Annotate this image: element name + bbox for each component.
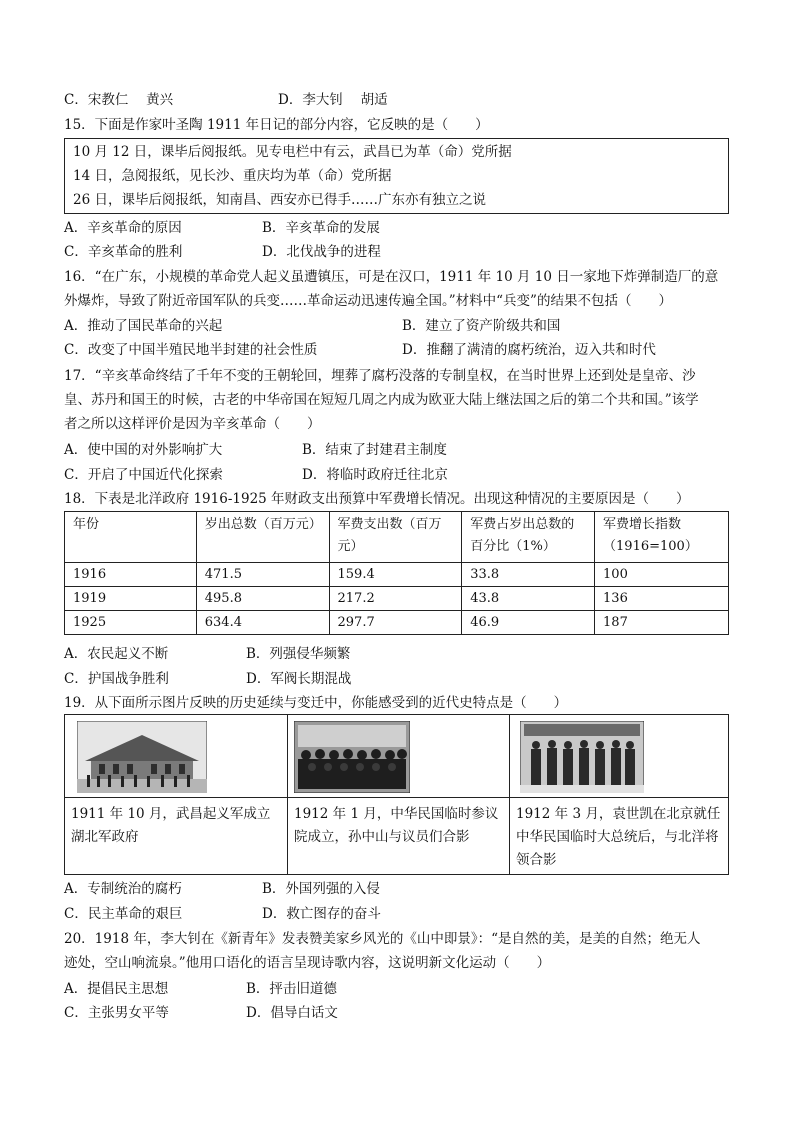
q15-diary-line-1: 10 月 12 日，课毕后阅报纸。见专电栏中有云，武昌已为革（命）党所据 bbox=[73, 144, 512, 160]
q19-photo-table bbox=[64, 714, 729, 875]
table-row bbox=[65, 587, 729, 611]
table-cell: 159.4 bbox=[329, 563, 462, 587]
q18-option-a[interactable]: A．农民起义不断 bbox=[64, 646, 169, 662]
table-cell: 43.8 bbox=[462, 587, 595, 611]
q16-option-b[interactable]: B．建立了资产阶级共和国 bbox=[402, 318, 561, 334]
q16-option-c[interactable]: C．改变了中国半殖民地半封建的社会性质 bbox=[64, 342, 318, 358]
table-cell: 634.4 bbox=[196, 611, 329, 635]
q16-option-d[interactable]: D．推翻了满清的腐朽统治，迈入共和时代 bbox=[402, 342, 656, 358]
q15-diary-line-3: 26 日，课毕后阅报纸，知南昌、西安亦已得手……广东亦有独立之说 bbox=[73, 192, 486, 208]
table-cell: 46.9 bbox=[462, 611, 595, 635]
q20-stem-line-2: 迹处，空山响流泉。”他用口语化的语言呈现诗歌内容，这说明新文化运动（ ） bbox=[64, 955, 551, 971]
q19-option-c[interactable]: C．民主革命的艰巨 bbox=[64, 906, 183, 922]
q15-stem: 15．下面是作家叶圣陶 1911 年日记的部分内容，它反映的是（ ） bbox=[64, 117, 489, 133]
table-cell: 1925 bbox=[65, 611, 197, 635]
photo-cell-3 bbox=[510, 715, 728, 874]
photo-cell-2 bbox=[288, 715, 510, 874]
q19-option-b[interactable]: B．外国列强的入侵 bbox=[262, 881, 380, 897]
q17-stem-line-3: 者之所以这样评价是因为辛亥革命（ ） bbox=[64, 416, 321, 432]
q18-option-b[interactable]: B．列强侵华频繁 bbox=[246, 646, 351, 662]
q17-stem-line-2: 皇、苏丹和国王的时候，古老的中华帝国在短短几周之内成为欧亚大陆上继法国之后的第二个共和国。”该学 bbox=[64, 392, 699, 408]
q18-stem: 18．下表是北洋政府 1916-1925 年财政支出预算中军费增长情况。出现这种情况的主要原因是（ ） bbox=[64, 491, 690, 507]
photo-caption-3: 1912 年 3 月，袁世凯在北京就任中华民国临时大总统后，与北洋将领合影 bbox=[516, 806, 721, 868]
q17-option-b[interactable]: B．结束了封建君主制度 bbox=[302, 442, 447, 458]
q19-option-a[interactable]: A．专制统治的腐朽 bbox=[64, 881, 182, 897]
q15-diary-box bbox=[64, 138, 729, 214]
photo-caption-1: 1911 年 10 月，武昌起义军成立湖北军政府 bbox=[71, 806, 271, 845]
table-cell: 187 bbox=[595, 611, 729, 635]
table-header-cell: 军费增长指数（1916=100） bbox=[595, 512, 729, 563]
q19-stem: 19．从下面所示图片反映的历史延续与变迁中，你能感受到的近代史特点是（ ） bbox=[64, 695, 568, 711]
q15-option-c[interactable]: C．辛亥革命的胜利 bbox=[64, 244, 183, 260]
yuan-shikai-beiyang-generals-photo bbox=[520, 721, 644, 793]
q14-option-c[interactable]: C．宋教仁 黄兴 bbox=[64, 92, 174, 108]
photo-cell-1 bbox=[65, 715, 288, 874]
q17-option-a[interactable]: A．使中国的对外影响扩大 bbox=[64, 442, 223, 458]
table-cell: 33.8 bbox=[462, 563, 595, 587]
table-header-cell: 岁出总数（百万元） bbox=[196, 512, 329, 563]
q19-option-d[interactable]: D．救亡图存的奋斗 bbox=[262, 906, 381, 922]
table-header-cell: 军费支出数（百万元） bbox=[329, 512, 462, 563]
table-cell: 136 bbox=[595, 587, 729, 611]
q15-option-a[interactable]: A．辛亥革命的原因 bbox=[64, 220, 182, 236]
q16-stem-line-1: 16．“在广东，小规模的革命党人起义虽遭镇压，可是在汉口，1911 年 10 月 10 日一家地下炸弹制造厂的意 bbox=[64, 269, 719, 285]
military-expense-table bbox=[64, 511, 729, 635]
q17-stem-line-1: 17．“辛亥革命终结了千年不变的王朝轮回，埋葬了腐朽没落的专制皇权，在当时世界上还到处是皇帝、沙 bbox=[64, 368, 696, 384]
table-cell: 471.5 bbox=[196, 563, 329, 587]
table-cell: 495.8 bbox=[196, 587, 329, 611]
q20-option-c[interactable]: C．主张男女平等 bbox=[64, 1005, 169, 1021]
provisional-senate-photo bbox=[294, 721, 410, 793]
hubei-military-government-photo bbox=[77, 721, 207, 793]
q17-option-d[interactable]: D．将临时政府迁往北京 bbox=[302, 467, 448, 483]
table-cell: 1916 bbox=[65, 563, 197, 587]
table-header-cell: 年份 bbox=[65, 512, 197, 563]
q16-stem-line-2: 外爆炸，导致了附近帝国军队的兵变……革命运动迅速传遍全国。”材料中“兵变”的结果不包括（ ） bbox=[64, 293, 672, 309]
table-cell: 100 bbox=[595, 563, 729, 587]
q14-option-d[interactable]: D．李大钊 胡适 bbox=[278, 92, 388, 108]
table-header-row bbox=[65, 512, 729, 563]
photo-caption-2: 1912 年 1 月，中华民国临时参议院成立，孙中山与议员们合影 bbox=[294, 806, 499, 845]
q20-option-d[interactable]: D．倡导白话文 bbox=[246, 1005, 338, 1021]
q16-option-a[interactable]: A．推动了国民革命的兴起 bbox=[64, 318, 223, 334]
q18-option-c[interactable]: C．护国战争胜利 bbox=[64, 671, 169, 687]
q15-option-b[interactable]: B．辛亥革命的发展 bbox=[262, 220, 380, 236]
table-cell: 217.2 bbox=[329, 587, 462, 611]
table-row bbox=[65, 563, 729, 587]
q17-option-c[interactable]: C．开启了中国近代化探索 bbox=[64, 467, 223, 483]
q18-option-d[interactable]: D．军阀长期混战 bbox=[246, 671, 352, 687]
table-header-cell: 军费占岁出总数的百分比（1%） bbox=[462, 512, 595, 563]
table-row bbox=[65, 611, 729, 635]
q20-stem-line-1: 20．1918 年，李大钊在《新青年》发表赞美家乡风光的《山中即景》：“是自然的美，是美的自然；绝无人 bbox=[64, 931, 701, 947]
q15-diary-line-2: 14 日，急阅报纸，见长沙、重庆均为革（命）党所据 bbox=[73, 168, 392, 184]
q15-option-d[interactable]: D．北伐战争的进程 bbox=[262, 244, 381, 260]
table-cell: 297.7 bbox=[329, 611, 462, 635]
q20-option-a[interactable]: A．提倡民主思想 bbox=[64, 981, 169, 997]
table-cell: 1919 bbox=[65, 587, 197, 611]
q20-option-b[interactable]: B．抨击旧道德 bbox=[246, 981, 337, 997]
